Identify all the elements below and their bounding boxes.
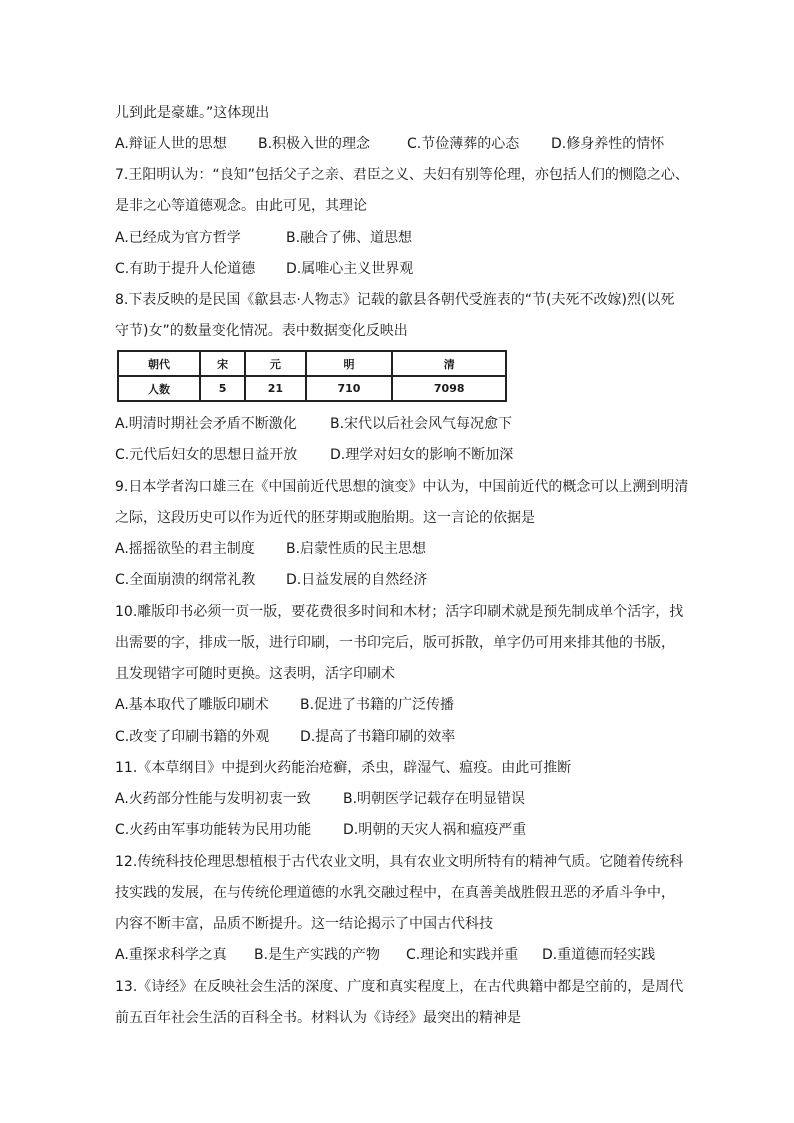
table-cell: 710 [306,376,393,401]
option-10c: C.改变了印刷书籍的外观 [115,729,270,745]
table-row [118,376,506,401]
question-12-stem: 12.传统科技伦理思想植根于古代农业文明，具有农业文明所特有的精神气质。它随着传统科 [115,854,684,870]
table-header-cell: 朝代 [118,351,200,376]
table-cell: 5 [200,376,245,401]
option-11a: A.火药部分性能与发明初衷一致 [115,791,311,807]
table-cell: 21 [245,376,305,401]
option-9c: C.全面崩溃的纲常礼教 [115,572,256,588]
question-10-stem-cont: 且发现错字可随时更换。这表明，活字印刷术 [115,666,395,682]
option-11c: C.火药由军事功能转为民用功能 [115,822,312,838]
table-header-cell: 人数 [118,376,200,401]
option-7a: A.已经成为官方哲学 [115,230,241,246]
option-9d: D.日益发展的自然经济 [286,572,428,588]
option-12b: B.是生产实践的产物 [254,947,381,963]
option-10d: D.提高了书籍印刷的效率 [300,729,456,745]
option-12d: D.重道德而轻实践 [542,947,656,963]
question-7-stem-cont: 是非之心等道德观念。由此可见，其理论 [115,198,367,214]
question-12-stem-cont: 内容不断丰富，品质不断提升。这一结论揭示了中国古代科技 [115,916,493,932]
option-9b: B.启蒙性质的民主思想 [286,541,427,557]
option-6a: A.辩证人世的思想 [115,136,227,152]
option-7b: B.融合了佛、道思想 [286,230,413,246]
option-12a: A.重探求科学之真 [115,947,227,963]
question-8-stem-cont: 守节)女”的数量变化情况。表中数据变化反映出 [115,323,408,339]
option-10b: B.促进了书籍的广泛传播 [300,697,455,713]
question-12-stem-cont: 技实践的发展，在与传统伦理道德的水乳交融过程中，在真善美战胜假丑恶的矛盾斗争中， [115,885,675,901]
option-6b: B.积极入世的理念 [258,136,371,152]
question-10-stem: 10.雕版印书必须一页一版，要花费很多时间和木材；活字印刷术就是预先制成单个活字，找 [115,604,684,620]
option-6c: C.节俭薄葬的心态 [407,136,520,152]
option-10a: A.基本取代了雕版印刷术 [115,697,269,713]
option-6d: D.修身养性的情怀 [551,136,665,152]
question-11-stem: 11.《本草纲目》中提到火药能治疮癣，杀虫，辟湿气、瘟疫。由此可推断 [115,760,572,776]
table-cell: 清 [392,351,506,376]
question-8-stem: 8.下表反映的是民国《歙县志·人物志》记载的歙县各朝代受旌表的“节(夫死不改嫁)烈(以死 [115,292,675,308]
option-9a: A.摇摇欲坠的君主制度 [115,541,255,557]
option-11b: B.明朝医学记载存在明显错误 [343,791,526,807]
question-13-stem-cont: 前五百年社会生活的百科全书。材料认为《诗经》最突出的精神是 [115,1010,521,1026]
question-7-stem: 7.王阳明认为：“良知”包括父子之亲、君臣之义、夫妇有别等伦理，亦包括人们的恻隐之心、 [115,167,689,183]
option-8c: C.元代后妇女的思想日益开放 [115,447,298,463]
question-10-stem-cont: 出需要的字，排成一版，进行印刷，一书印完后，版可拆散，单字仍可用来排其他的书版， [115,635,675,651]
table-cell: 宋 [200,351,245,376]
dynasty-count-table [117,350,507,402]
option-8b: B.宋代以后社会风气每况愈下 [330,416,513,432]
option-7c: C.有助于提升人伦道德 [115,261,256,277]
question-9-stem: 9.日本学者沟口雄三在《中国前近代思想的演变》中认为，中国前近代的概念可以上溯到明清 [115,479,689,495]
question-9-stem-cont: 之际，这段历史可以作为近代的胚芽期或胞胎期。这一言论的依据是 [115,510,535,526]
option-8a: A.明清时期社会矛盾不断激化 [115,416,297,432]
option-11d: D.明朝的天灾人祸和瘟疫严重 [343,822,527,838]
option-12c: C.理论和实践并重 [406,947,519,963]
table-row [118,351,506,376]
table-cell: 7098 [392,376,506,401]
table-cell: 元 [245,351,305,376]
option-8d: D.理学对妇女的影响不断加深 [330,447,514,463]
table-cell: 明 [306,351,393,376]
question-6-stem-end: 儿到此是豪雄。”这体现出 [115,105,270,121]
question-13-stem: 13.《诗经》在反映社会生活的深度、广度和真实程度上，在古代典籍中都是空前的，是周代 [115,979,684,995]
option-7d: D.属唯心主义世界观 [286,261,414,277]
